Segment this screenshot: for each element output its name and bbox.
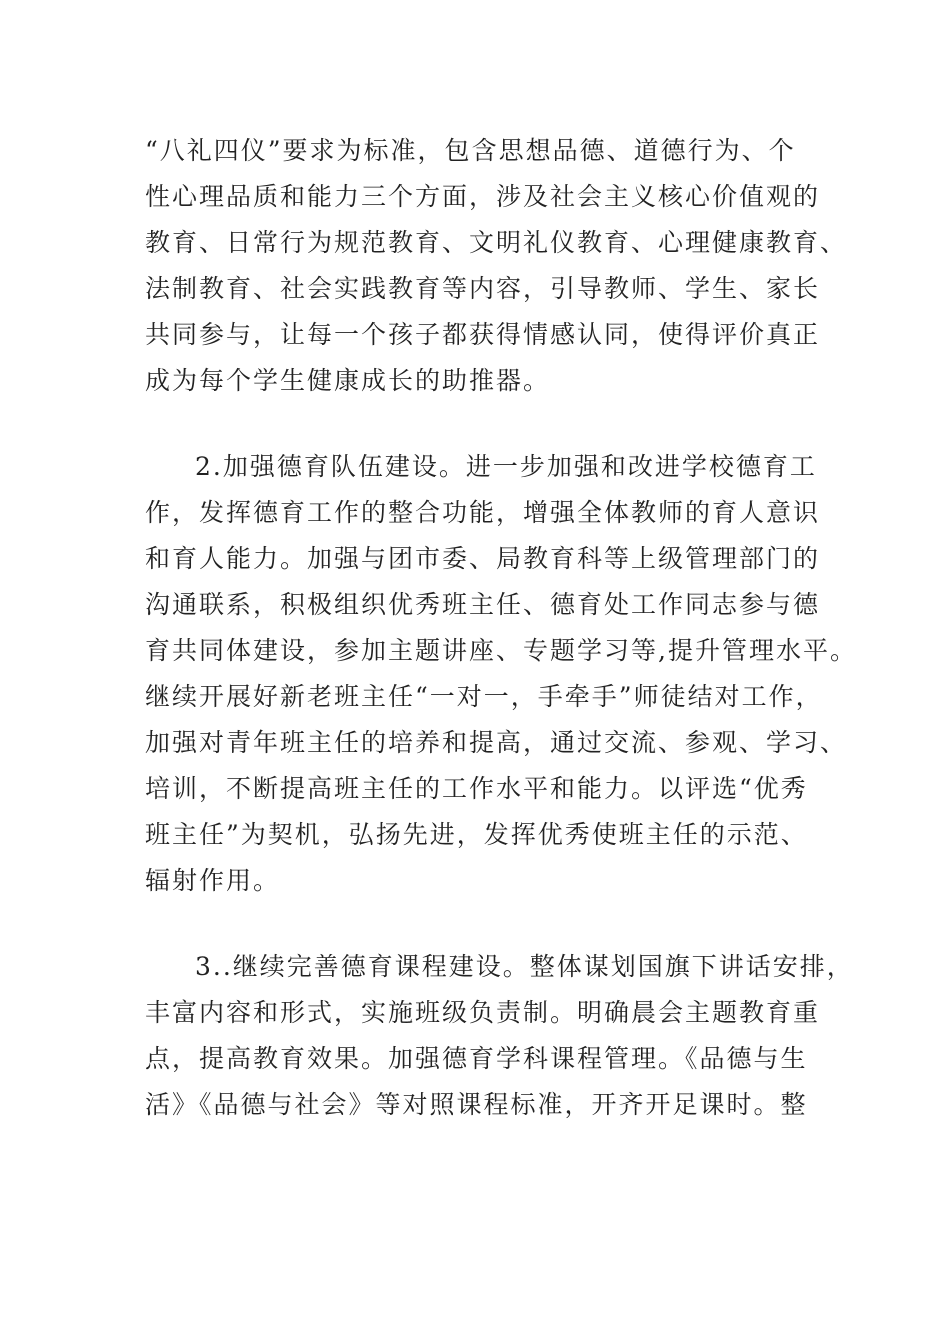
text-line: “八礼四仪”要求为标准，包含思想品德、道德行为、个 [145,136,796,165]
text-line: 育共同体建设，参加主题讲座、专题学习等,提升管理水平。 [145,636,857,665]
text-line: 成为每个学生健康成长的助推器。 [145,366,551,395]
text-line: 点，提高教育效果。加强德育学科课程管理。《品德与生 [145,1044,808,1073]
text-line: 培训，不断提高班主任的工作水平和能力。以评选“优秀 [145,774,808,803]
text-line: 继续开展好新老班主任“一对一，手牵手”师徒结对工作， [145,682,823,711]
text-line: 3..继续完善德育课程建设。整体谋划国旗下讲话安排， [195,952,854,981]
text-line: 活》《品德与社会》等对照课程标准，开齐开足课时。整 [145,1090,808,1119]
paragraph-spacer [145,404,825,444]
text-line: 法制教育、社会实践教育等内容，引导教师、学生、家长 [145,274,821,303]
paragraph-spacer [145,904,825,944]
text-line: 班主任”为契机，弘扬先进，发挥优秀使班主任的示范、 [145,820,808,849]
text-line: 共同参与，让每一个孩子都获得情感认同，使得评价真正 [145,320,821,349]
paragraph-1 [145,128,848,404]
paragraph-2 [145,444,857,904]
document-body [145,128,857,1128]
text-line: 性心理品质和能力三个方面，涉及社会主义核心价值观的 [145,182,821,211]
text-line: 2.加强德育队伍建设。进一步加强和改进学校德育工 [195,452,817,481]
text-line: 丰富内容和形式，实施班级负责制。明确晨会主题教育重 [145,998,821,1027]
paragraph-3 [145,944,854,1128]
text-line: 和育人能力。加强与团市委、局教育科等上级管理部门的 [145,544,821,573]
text-line: 加强对青年班主任的培养和提高，通过交流、参观、学习、 [145,728,848,757]
text-line: 教育、日常行为规范教育、文明礼仪教育、心理健康教育、 [145,228,848,257]
text-line: 辐射作用。 [145,866,281,895]
text-line: 作，发挥德育工作的整合功能，增强全体教师的育人意识 [145,498,821,527]
text-line: 沟通联系，积极组织优秀班主任、德育处工作同志参与德 [145,590,821,619]
